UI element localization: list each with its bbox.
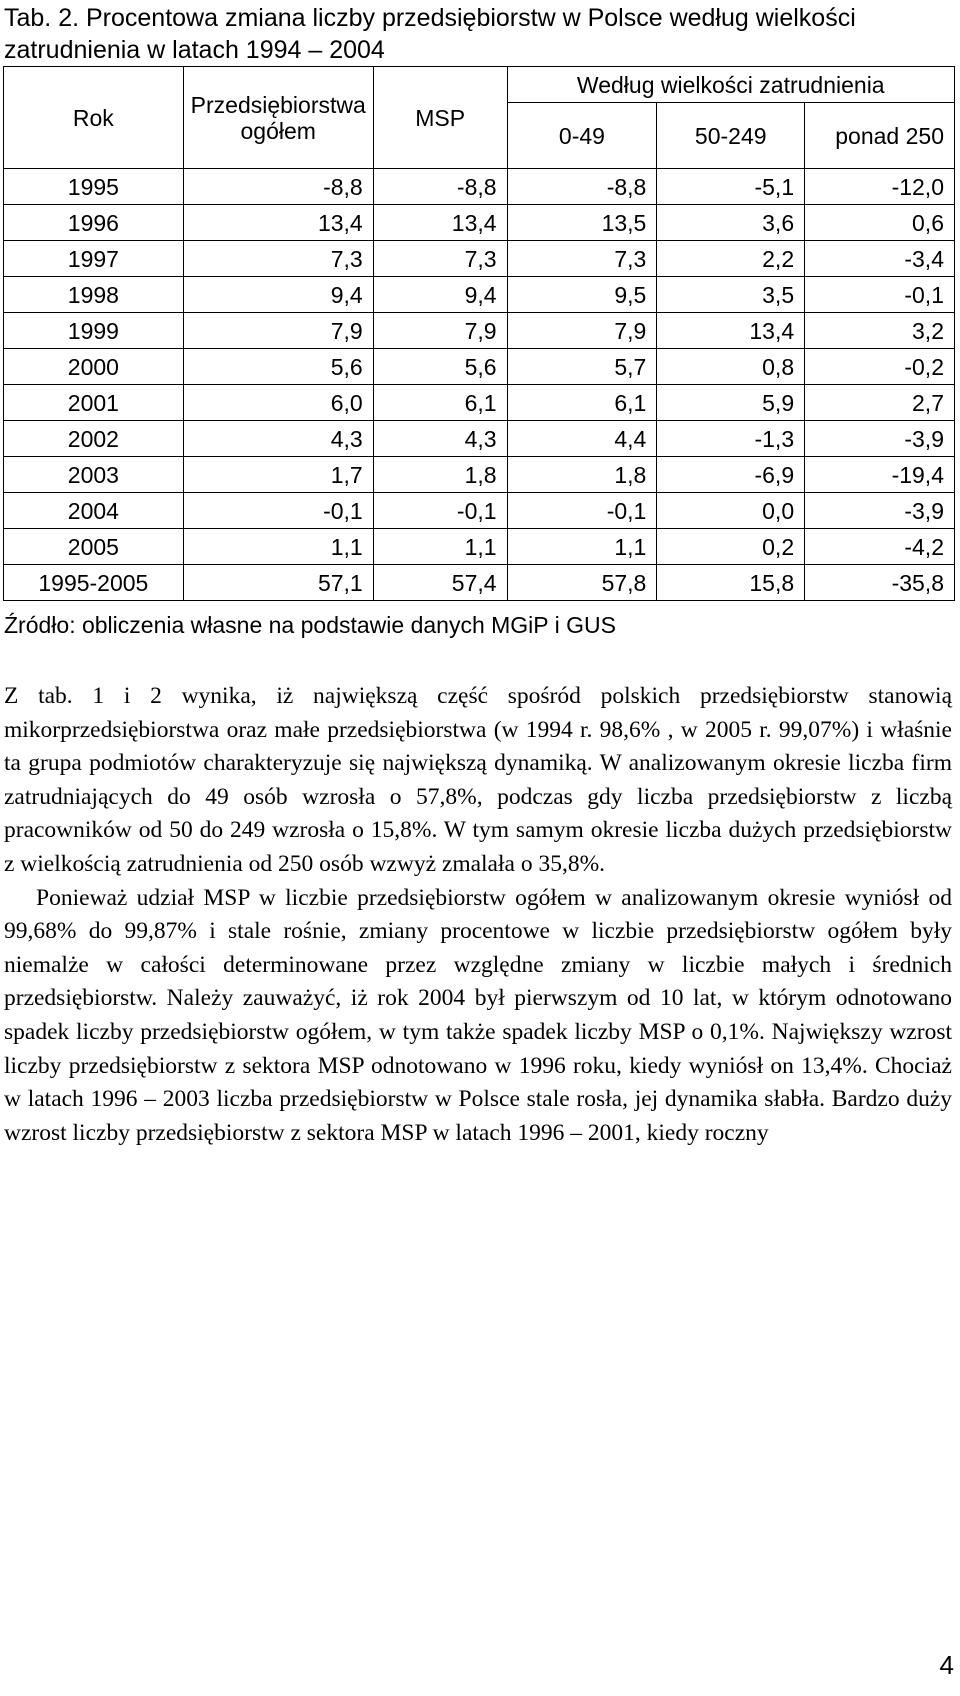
row-year: 2005 <box>4 529 184 565</box>
table-cell: -4,2 <box>805 529 955 565</box>
row-year: 2003 <box>4 457 184 493</box>
table-cell: 4,3 <box>373 421 507 457</box>
table-row <box>4 241 955 277</box>
row-year: 1995 <box>4 169 184 205</box>
data-table <box>3 66 955 601</box>
table-cell: 0,8 <box>657 349 805 385</box>
row-year: 1996 <box>4 205 184 241</box>
table-cell: 6,1 <box>373 385 507 421</box>
table-cell: -3,4 <box>805 241 955 277</box>
row-year: 1999 <box>4 313 184 349</box>
table-cell: 2,2 <box>657 241 805 277</box>
table-cell: 13,5 <box>507 205 657 241</box>
table-cell: 1,1 <box>373 529 507 565</box>
header-group: Według wielkości zatrudnienia <box>507 67 954 103</box>
table-cell: -35,8 <box>805 565 955 601</box>
header-msp: MSP <box>373 67 507 169</box>
table-cell: -0,2 <box>805 349 955 385</box>
table-cell: -3,9 <box>805 421 955 457</box>
row-year: 2004 <box>4 493 184 529</box>
header-0-49: 0-49 <box>507 103 657 169</box>
row-year: 1998 <box>4 277 184 313</box>
table-cell: -0,1 <box>183 493 373 529</box>
table-cell: -0,1 <box>373 493 507 529</box>
table-cell: 6,1 <box>507 385 657 421</box>
table-cell: -5,1 <box>657 169 805 205</box>
table-row <box>4 349 955 385</box>
table-cell: 1,1 <box>183 529 373 565</box>
table-cell: 5,6 <box>183 349 373 385</box>
table-cell: 57,8 <box>507 565 657 601</box>
table-row <box>4 421 955 457</box>
row-year: 2000 <box>4 349 184 385</box>
table-row <box>4 529 955 565</box>
table-row <box>4 565 955 601</box>
table-row <box>4 277 955 313</box>
page-number: 4 <box>939 1650 954 1680</box>
table-cell: 1,1 <box>507 529 657 565</box>
header-50-249: 50-249 <box>657 103 805 169</box>
table-cell: -12,0 <box>805 169 955 205</box>
table-row <box>4 385 955 421</box>
source-note: Źródło: obliczenia własne na podstawie danych MGiP i GUS <box>4 612 616 638</box>
table-cell: 13,4 <box>183 205 373 241</box>
table-cell: -0,1 <box>507 493 657 529</box>
table-caption: Tab. 2. Procentowa zmiana liczby przedsiębiorstw w Polsce według wielkości zatrudnienia w latach 1994 – 2004 <box>4 4 856 64</box>
table-cell: 3,6 <box>657 205 805 241</box>
table-cell: 0,2 <box>657 529 805 565</box>
table-row <box>4 493 955 529</box>
table-cell: 7,3 <box>373 241 507 277</box>
table-body <box>4 169 955 601</box>
table-cell: 13,4 <box>657 313 805 349</box>
table-header <box>4 67 955 169</box>
table-cell: 1,8 <box>373 457 507 493</box>
table-row <box>4 313 955 349</box>
row-year: 1997 <box>4 241 184 277</box>
table-cell: -3,9 <box>805 493 955 529</box>
paragraph: Ponieważ udział MSP w liczbie przedsiębiorstw ogółem w analizowanym okresie wyniósł od 99,68% do 99,87% i stale rośnie, zmiany procentowe w liczbie przedsiębiorstw ogółem były niemalże w całości determinowane przez względne zmiany w liczbie małych i średnich przedsiębiorstw. Należy zauważyć, iż rok 2004 był pierwszym od 10 lat, w którym odnotowano spadek liczby przedsiębiorstw ogółem, w tym także spadek liczby MSP o 0,1%. Największy wzrost liczby przedsiębiorstw z sektora MSP odnotowano w 1996 roku, kiedy wyniósł on 13,4%. Chociaż w latach 1996 – 2003 liczba przedsiębiorstw w Polsce stale rosła, jej dynamika słabła. Bardzo duży wzrost liczby przedsiębiorstw z sektora MSP w latach 1996 – 2001, kiedy roczny <box>4 884 952 1146</box>
table-row <box>4 457 955 493</box>
table-cell: -8,8 <box>183 169 373 205</box>
table-cell: 6,0 <box>183 385 373 421</box>
table-cell: 3,5 <box>657 277 805 313</box>
table-cell: 2,7 <box>805 385 955 421</box>
table-cell: 5,9 <box>657 385 805 421</box>
row-year: 1995-2005 <box>4 565 184 601</box>
table-row <box>4 205 955 241</box>
table-cell: -19,4 <box>805 457 955 493</box>
table-cell: 1,7 <box>183 457 373 493</box>
table-cell: 5,6 <box>373 349 507 385</box>
table-cell: 13,4 <box>373 205 507 241</box>
table-cell: 57,4 <box>373 565 507 601</box>
row-year: 2002 <box>4 421 184 457</box>
table-cell: 7,3 <box>507 241 657 277</box>
table-row <box>4 169 955 205</box>
header-rok: Rok <box>4 67 184 169</box>
header-ponad-250: ponad 250 <box>805 103 955 169</box>
table-cell: 7,9 <box>373 313 507 349</box>
table-cell: 15,8 <box>657 565 805 601</box>
table-cell: 7,9 <box>507 313 657 349</box>
table-cell: -0,1 <box>805 277 955 313</box>
header-ogolem: Przedsiębiorstwa ogółem <box>183 67 373 169</box>
table-cell: 9,4 <box>183 277 373 313</box>
table-cell: 57,1 <box>183 565 373 601</box>
body-text <box>4 680 952 1150</box>
table-cell: 7,3 <box>183 241 373 277</box>
table-cell: 4,3 <box>183 421 373 457</box>
table-cell: 4,4 <box>507 421 657 457</box>
paragraph: Z tab. 1 i 2 wynika, iż największą część spośród polskich przedsiębiorstw stanowią mikorprzedsiębiorstwa oraz małe przedsiębiorstwa (w 1994 r. 98,6% , w 2005 r. 99,07%) i właśnie ta grupa podmiotów charakteryzuje się największą dynamiką. W analizowanym okresie liczba firm zatrudniających do 49 osób wzrosła o 57,8%, podczas gdy liczba przedsiębiorstw z liczbą pracowników od 50 do 249 wzrosła o 15,8%. W tym samym okresie liczba dużych przedsiębiorstw z wielkością zatrudnienia od 250 osób wzwyż zmalała o 35,8%. <box>4 683 952 877</box>
table-cell: 0,0 <box>657 493 805 529</box>
row-year: 2001 <box>4 385 184 421</box>
table-cell: -1,3 <box>657 421 805 457</box>
table-cell: 1,8 <box>507 457 657 493</box>
table-cell: -6,9 <box>657 457 805 493</box>
table-cell: 3,2 <box>805 313 955 349</box>
table-cell: 5,7 <box>507 349 657 385</box>
table-cell: 9,5 <box>507 277 657 313</box>
table-cell: -8,8 <box>507 169 657 205</box>
table-cell: 9,4 <box>373 277 507 313</box>
table-cell: -8,8 <box>373 169 507 205</box>
table-cell: 7,9 <box>183 313 373 349</box>
table-cell: 0,6 <box>805 205 955 241</box>
